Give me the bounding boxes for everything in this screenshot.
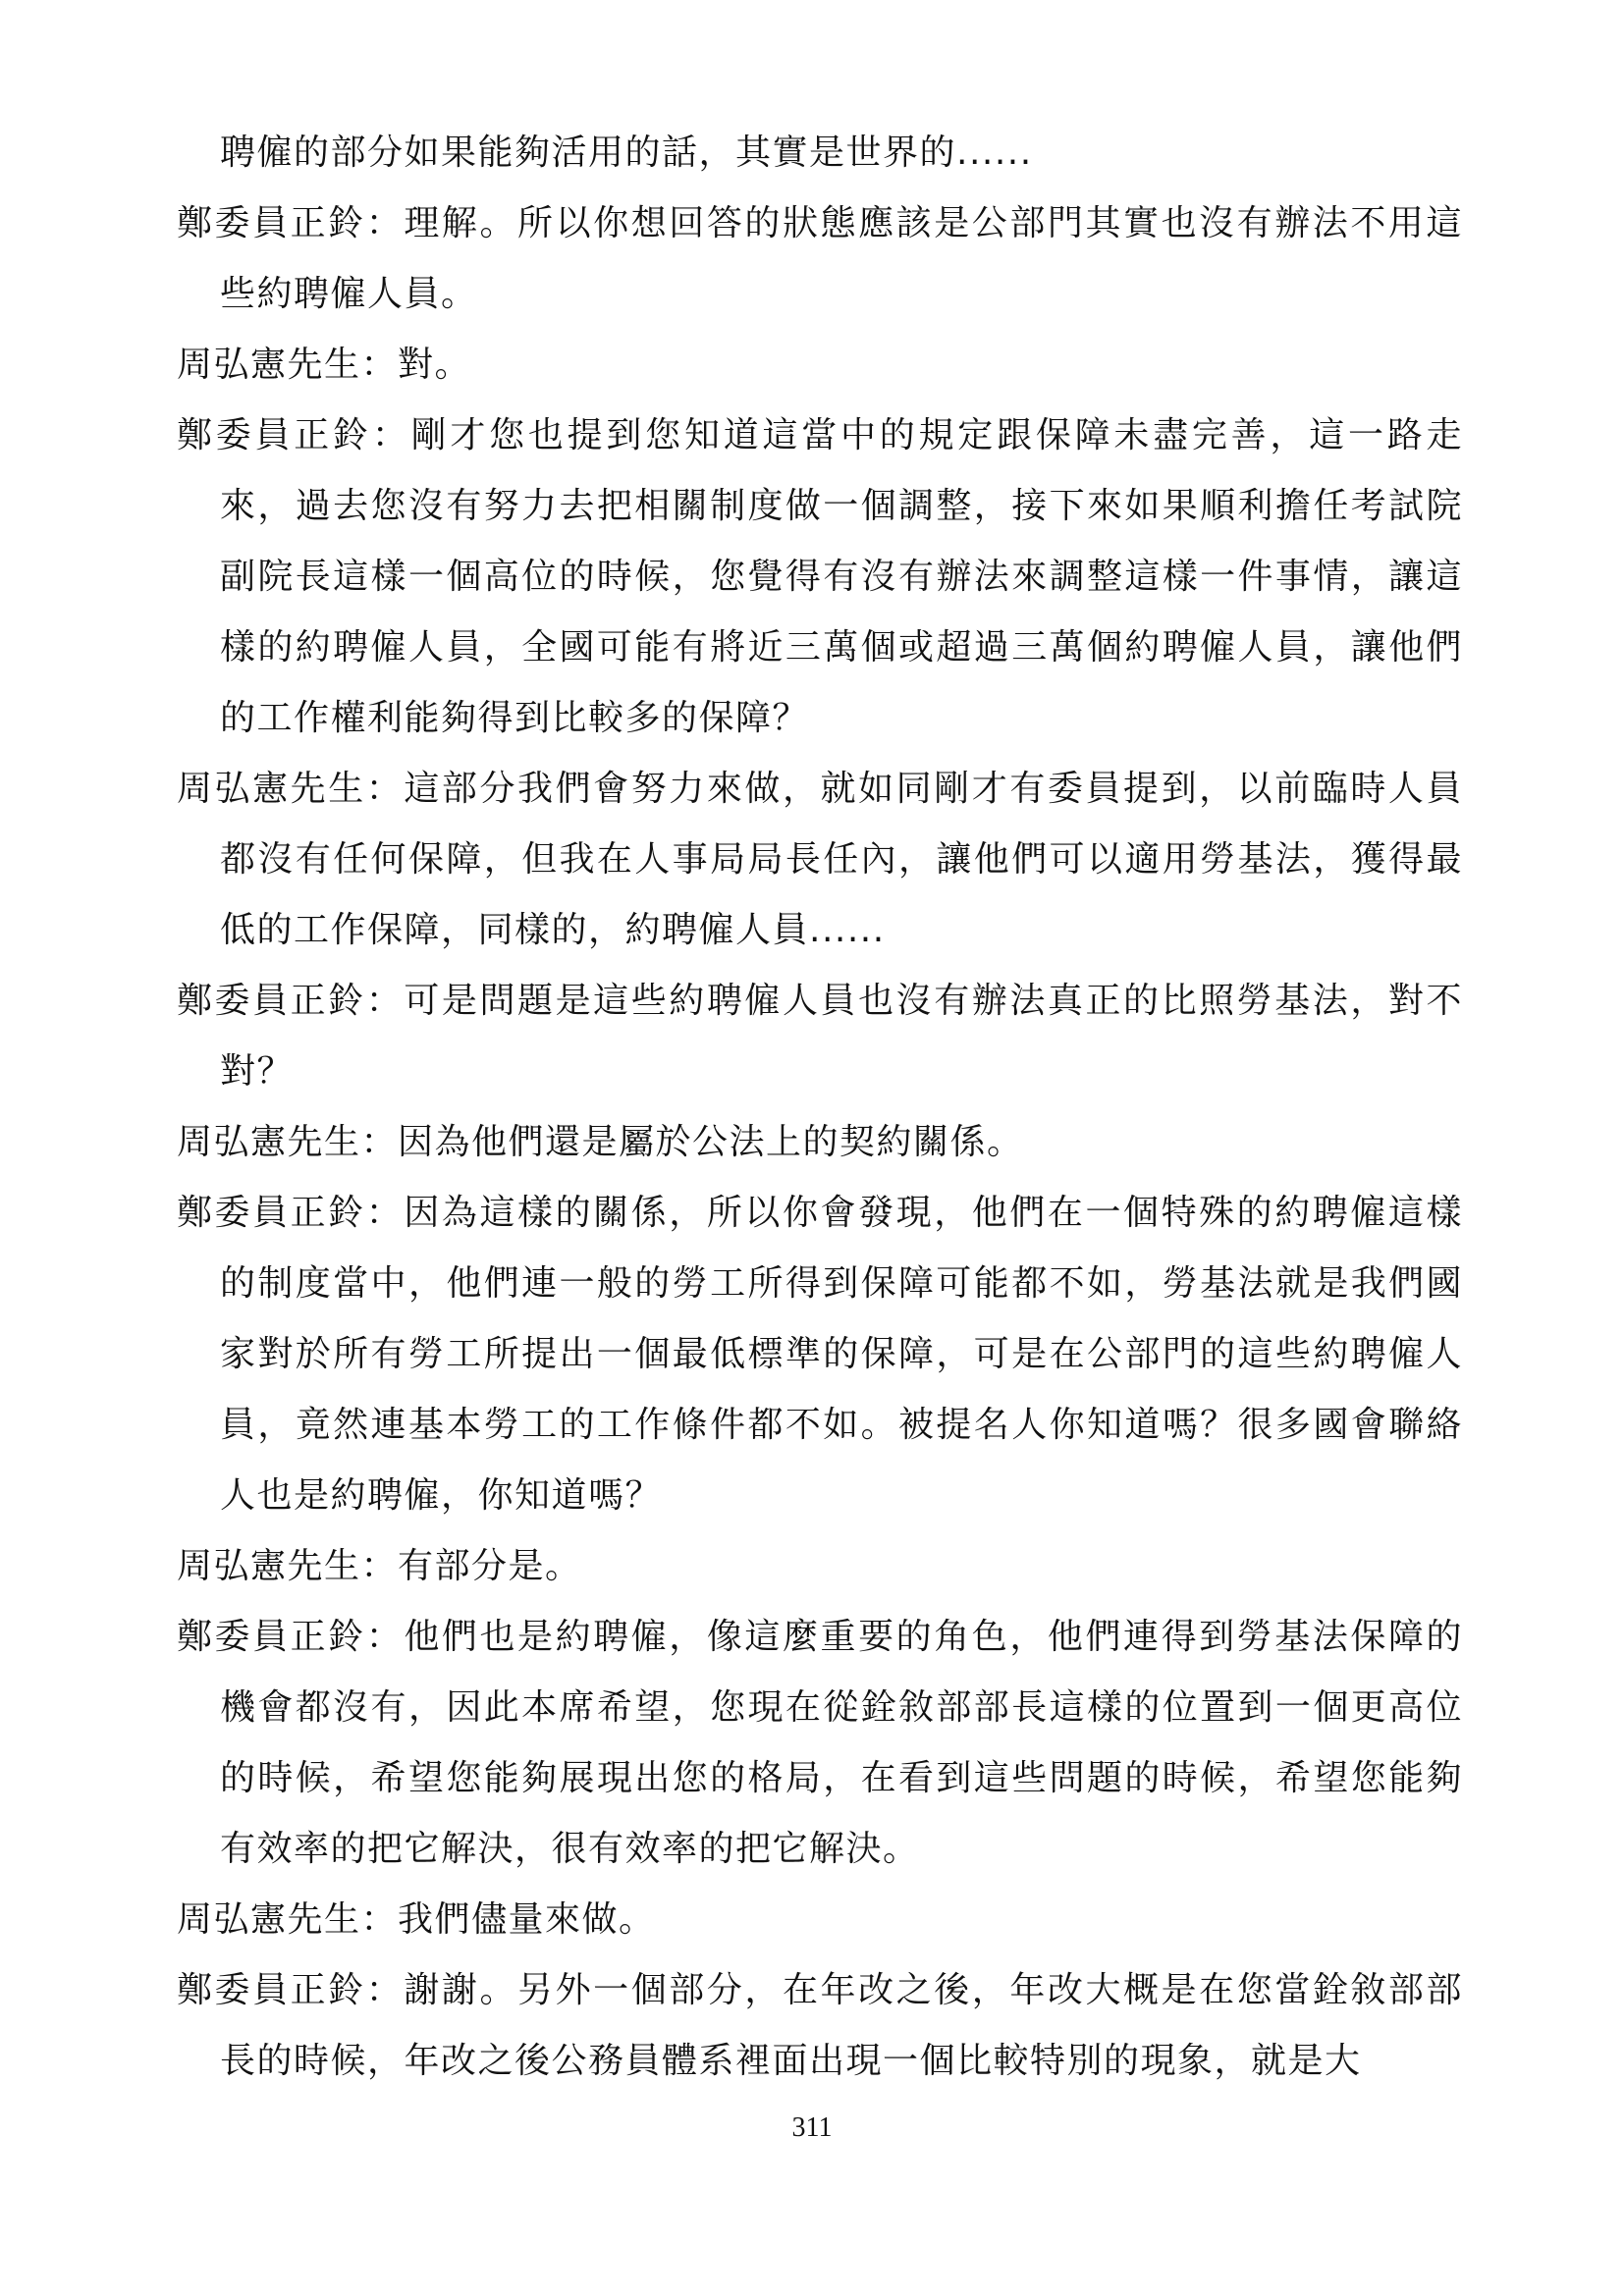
transcript-paragraph: 鄭委員正鈴：因為這樣的關係，所以你會發現，他們在一個特殊的約聘僱這樣的制度當中，他們連一般的勞工所得到保障可能都不如，勞基法就是我們國家對於所有勞工所提出一個最低標準的保障，可是在公部門的這些約聘僱人員，竟然連基本勞工的工作條件都不如。被提名人你知道嗎？很多國會聯絡人也是約聘僱，你知道嗎？ (177, 1193, 1463, 1516)
transcript-paragraph: 周弘憲先生：我們儘量來做。 (177, 1899, 656, 1940)
transcript-paragraph: 鄭委員正鈴：理解。所以你想回答的狀態應該是公部門其實也沒有辦法不用這些約聘僱人員。 (177, 203, 1463, 314)
transcript-paragraph: 鄭委員正鈴：可是問題是這些約聘僱人員也沒有辦法真正的比照勞基法，對不對？ (177, 981, 1463, 1092)
transcript-paragraph: 周弘憲先生：這部分我們會努力來做，就如同剛才有委員提到，以前臨時人員都沒有任何保障，但我在人事局局長任內，讓他們可以適用勞基法，獲得最低的工作保障，同樣的，約聘僱人員...... (177, 769, 1463, 950)
transcript-paragraph: 聘僱的部分如果能夠活用的話，其實是世界的...... (220, 133, 1033, 173)
transcript-paragraph: 鄭委員正鈴：他們也是約聘僱，像這麼重要的角色，他們連得到勞基法保障的機會都沒有，因此本席希望，您現在從銓敘部部長這樣的位置到一個更高位的時候，希望您能夠展現出您的格局，在看到這些問題的時候，希望您能夠有效率的把它解決，很有效率的把它解決。 (177, 1617, 1463, 1869)
transcript-paragraph: 周弘憲先生：對。 (177, 345, 472, 385)
transcript-paragraph: 周弘憲先生：有部分是。 (177, 1546, 582, 1586)
transcript-paragraph: 周弘憲先生：因為他們還是屬於公法上的契約關係。 (177, 1122, 1024, 1162)
page-number: 311 (791, 2112, 833, 2143)
transcript-paragraph: 鄭委員正鈴：謝謝。另外一個部分，在年改之後，年改大概是在您當銓敘部部長的時候，年改之後公務員體系裡面出現一個比較特別的現象，就是大 (177, 1970, 1463, 2081)
transcript-body (177, 118, 1463, 2097)
transcript-paragraph: 鄭委員正鈴：剛才您也提到您知道這當中的規定跟保障未盡完善，這一路走來，過去您沒有努力去把相關制度做一個調整，接下來如果順利擔任考試院副院長這樣一個高位的時候，您覺得有沒有辦法來調整這樣一件事情，讓這樣的約聘僱人員，全國可能有將近三萬個或超過三萬個約聘僱人員，讓他們的工作權利能夠得到比較多的保障？ (177, 415, 1463, 738)
